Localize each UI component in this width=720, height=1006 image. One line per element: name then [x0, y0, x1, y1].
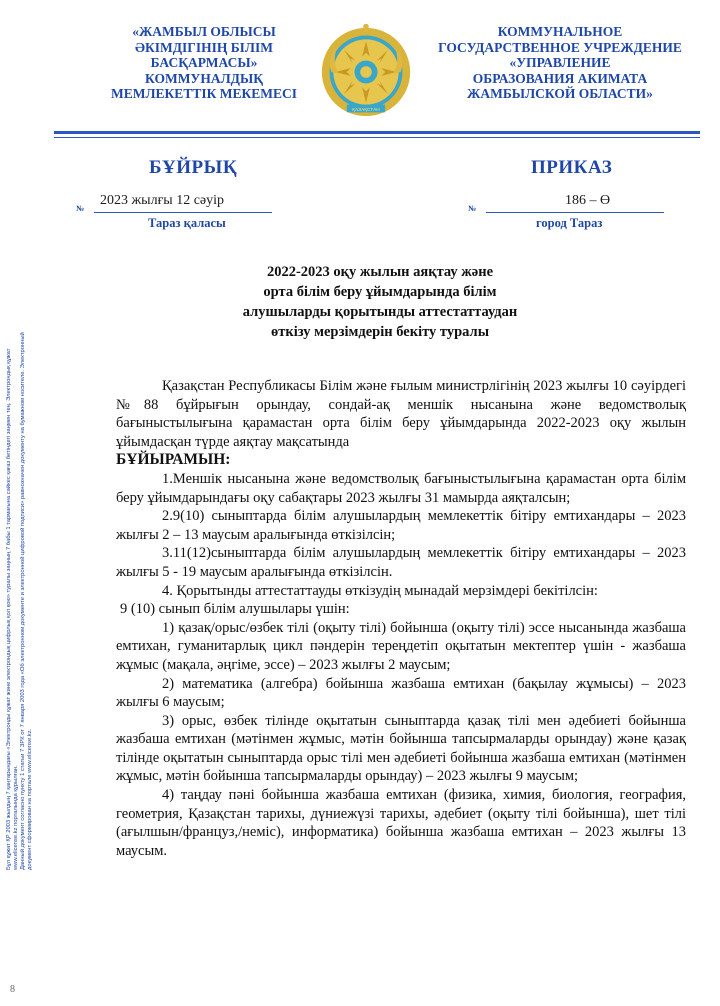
- header-right-line: ГОСУДАРСТВЕННОЕ УЧРЕЖДЕНИЕ: [438, 39, 682, 55]
- title-line: орта білім беру ұйымдарында білім: [263, 284, 497, 300]
- title-line: өткізу мерзімдерін бекіту туралы: [270, 324, 490, 340]
- city-kz: Тараз қаласы: [148, 216, 226, 230]
- number-sign-left: №: [76, 204, 85, 213]
- header-right-line: КОММУНАЛЬНОЕ: [497, 24, 623, 39]
- side-note-line: Данный документ согласно пункту 1 статьи 7 ЗРК от 7 января 2003 года «Об электронном документе и электронной цифровой подписи» равнозначен документу на бумажном носителе. Электронный документ сформирован на портале www.elicense.kz.: [20, 332, 33, 870]
- order-date: 2023 жылғы 12 сәуір: [100, 193, 225, 208]
- paragraph-1: 1.Меншік нысанына және ведомстволық бағыныстылығына қарамастан орта білім беру ұйымдарындағы оқу сабақтары 2023 жылғы 31 мамырда аяқталсын;: [116, 470, 686, 506]
- date-field-line: [94, 212, 272, 213]
- emblem-ribbon-text: ҚАЗАҚСТАН: [352, 107, 380, 113]
- list-item-4: 4) таңдау пәні бойынша жазбаша емтихан (физика, химия, биология, география, геометрия, Қазақстан тарихы, дүниежүзі тарихы, әдебиет (оқыту тілі бойынша), шет тілі (ағылшын/француз,/неміс), информатика) бойынша жазбаша емтихан – 2023 жылғы 13 маусым.: [116, 787, 686, 859]
- header-left-line: «ЖАМБЫЛ ОБЛЫСЫ: [132, 24, 276, 39]
- order-title-kz: БҰЙРЫҚ: [149, 157, 238, 178]
- corner-mark: 8: [10, 984, 15, 995]
- number-sign-right: №: [468, 204, 477, 213]
- header-divider-thin: [54, 137, 700, 138]
- title-line: 2022-2023 оқу жылын аяқтау және: [266, 264, 494, 280]
- side-note-line: Бұл құжат ҚР 2003 жылдың 7 қаңтарындағы «Электронды құжат және электрондық цифрлық қол қою» туралы заңның 7 бабы 1 тармағына сәйкес қағаз бетіндегі заңмен тең. Электрондық құжат www.elicense.kz порталында құрылған.: [6, 348, 19, 870]
- number-field-line: [486, 212, 664, 213]
- header-left-line: МЕМЛЕКЕТТІК МЕКЕМЕСІ: [110, 86, 298, 101]
- order-title-ru: ПРИКАЗ: [531, 157, 613, 178]
- header-left-line: ӘКІМДІГІНІҢ БІЛІМ: [134, 39, 273, 55]
- header-right-line: «УПРАВЛЕНИЕ: [509, 55, 611, 70]
- header-left-kz: [104, 24, 304, 102]
- kazakhstan-emblem-icon: [318, 24, 414, 120]
- order-number: 186 – Ө: [565, 193, 611, 208]
- paragraph-4: 4. Қорытынды аттестаттауды өткізудің мынадай мерзімдері бекітілсін:: [162, 582, 598, 599]
- title-line: алушыларды қорытынды аттестаттаудан: [242, 304, 518, 320]
- header-right-line: ОБРАЗОВАНИЯ АКИМАТА: [472, 70, 648, 86]
- header-left-line: БАСҚАРМАСЫ»: [150, 55, 258, 70]
- paragraph-4-subtitle: 9 (10) сынып білім алушылары үшін:: [120, 601, 350, 618]
- intro-paragraph: Қазақстан Республикасы Білім және ғылым министрлігінің 2023 жылғы 10 сәуірдегі №88 бұйрығын орындау, сондай-ақ меншік нысанына және ведомстволық бағыныстылығына қарамастан орта білім беру ұйымдарында 2022-2023 оқу жылын ұйымдасқан түрде аяқтау мақсатында: [116, 378, 686, 450]
- list-item-2: 2) математика (алгебра) бойынша жазбаша емтихан (бақылау жұмысы) – 2023 жылғы 6 маусым;: [116, 675, 686, 711]
- city-ru: город Тараз: [536, 216, 603, 230]
- command-word: БҰЙЫРАМЫН:: [116, 451, 231, 469]
- document-body: [116, 377, 686, 860]
- list-item-3: 3) орыс, өзбек тілінде оқытатын сыныптарда қазақ тілі мен әдебиеті бойынша жазбаша емтихан (мәтінмен жұмыс, мәтін бойынша тапсырмаларды орындау) және қазақ тілінде оқытатын сыныптарда орыс тілі мен әдебиеті бойынша жазбаша емтихан (мәтінмен жұмыс, мәтін бойынша тапсырмаларды орындау) – 2023 жылғы 9 маусым;: [116, 712, 686, 785]
- header-right-line: ЖАМБЫЛСКОЙ ОБЛАСТИ»: [467, 86, 653, 101]
- paragraph-2: 2.9(10) сыныптарда білім алушылардың мемлекеттік бітіру емтихандары – 2023 жылғы 2 – 13 маусым аралығында өткізілсін;: [116, 508, 686, 543]
- header-divider: [54, 131, 700, 134]
- document-title: [150, 262, 610, 342]
- header-right-ru: [424, 24, 696, 102]
- list-item-1: 1) қазақ/орыс/өзбек тілі (оқыту тілі) бойынша (оқыту тілі) эссе нысанында жазбаша емтихан, гуманитарлық цикл пәндерін тереңдетіп оқытатын мектептер үшін - жазбаша жұмыс (мақала, әңгіме, эссе) – 2023 жылғы 2 маусым;: [116, 619, 686, 673]
- header-left-line: КОММУНАЛДЫҚ: [145, 70, 263, 86]
- paragraph-3: 3.11(12)сыныптарда білім алушылардың мемлекеттік бітіру емтихандары – 2023 жылғы 5 - 19 маусым аралығында өткізілсін.: [116, 545, 686, 580]
- side-legal-note: [6, 330, 36, 870]
